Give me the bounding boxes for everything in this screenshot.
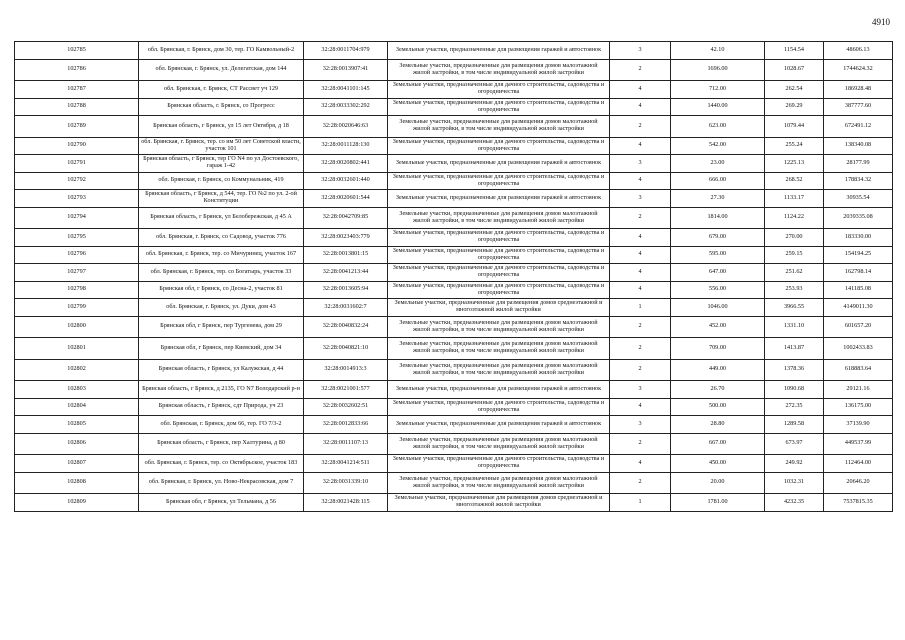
group-number-cell: 4 <box>610 229 671 247</box>
specific-value-cell: 253.93 <box>765 281 824 299</box>
address-cell: Брянская область, г Брянск, сдт Природа, уч 23 <box>139 398 304 416</box>
specific-value-cell: 255.24 <box>765 137 824 155</box>
area-cell: 709.00 <box>671 338 765 360</box>
area-cell: 1046.00 <box>671 299 765 317</box>
table-row <box>15 316 893 338</box>
land-use-purpose-cell: Земельные участки, предназначенные для дачного строительства, садоводства и огородничества <box>388 264 610 282</box>
cadastral-value-cell: 618883.64 <box>824 359 893 381</box>
cadastral-number-cell: 32:28:0013801:15 <box>304 246 388 264</box>
group-number-cell: 3 <box>610 416 671 434</box>
land-use-purpose-cell: Земельные участки, предназначенные для дачного строительства, садоводства и огородничества <box>388 281 610 299</box>
cadastral-value-cell: 186928.48 <box>824 81 893 99</box>
group-number-cell: 2 <box>610 472 671 494</box>
group-number-cell: 2 <box>610 116 671 138</box>
table-row <box>15 455 893 473</box>
land-use-purpose-cell: Земельные участки, предназначенные для дачного строительства, садоводства и огородничества <box>388 229 610 247</box>
address-cell: Брянская область, г Брянск, д 544, тер. ГО №2 по ул. 2-ой Конституции <box>139 190 304 208</box>
cadastral-number-cell: 32:28:0023403:779 <box>304 229 388 247</box>
row-id-cell: 102807 <box>15 455 139 473</box>
area-cell: 20.00 <box>671 472 765 494</box>
specific-value-cell: 1225.13 <box>765 155 824 173</box>
cadastral-number-cell: 32:28:0032602:51 <box>304 398 388 416</box>
table-row <box>15 172 893 190</box>
area-cell: 450.00 <box>671 455 765 473</box>
cadastral-number-cell: 32:28:0041101:145 <box>304 81 388 99</box>
address-cell: обл. Брянская, г. Брянск, со Коммунальник, 419 <box>139 172 304 190</box>
row-id-cell: 102806 <box>15 433 139 455</box>
row-id-cell: 102797 <box>15 264 139 282</box>
address-cell: Брянская область, г Брянск, д 2135, ГО N7 Володарский р-н <box>139 381 304 399</box>
land-use-purpose-cell: Земельные участки, предназначенные для размещения домов малоэтажной жилой застройки, в том числе индивидуальной жилой застройки <box>388 359 610 381</box>
row-id-cell: 102790 <box>15 137 139 155</box>
cadastral-number-cell: 32:28:0042709:85 <box>304 207 388 229</box>
table-row <box>15 281 893 299</box>
group-number-cell: 4 <box>610 81 671 99</box>
group-number-cell: 3 <box>610 190 671 208</box>
area-cell: 42.10 <box>671 42 765 60</box>
table-row <box>15 246 893 264</box>
cadastral-value-cell: 449537.99 <box>824 433 893 455</box>
area-cell: 1814.00 <box>671 207 765 229</box>
area-cell: 712.00 <box>671 81 765 99</box>
cadastral-number-cell: 32:28:0012833:66 <box>304 416 388 434</box>
land-use-purpose-cell: Земельные участки, предназначенные для размещения домов малоэтажной жилой застройки, в том числе индивидуальной жилой застройки <box>388 433 610 455</box>
address-cell: обл. Брянская, г. Брянск, СТ Рассвет уч 129 <box>139 81 304 99</box>
land-use-purpose-cell: Земельные участки, предназначенные для размещения домов малоэтажной жилой застройки, в том числе индивидуальной жилой застройки <box>388 316 610 338</box>
cadastral-number-cell: 32:28:0033302:292 <box>304 98 388 116</box>
cadastral-number-cell: 32:28:0041214:511 <box>304 455 388 473</box>
area-cell: 1440.00 <box>671 98 765 116</box>
cadastral-number-cell: 32:28:0013907:41 <box>304 59 388 81</box>
area-cell: 556.00 <box>671 281 765 299</box>
row-id-cell: 102801 <box>15 338 139 360</box>
table-row <box>15 229 893 247</box>
cadastral-value-cell: 601657.20 <box>824 316 893 338</box>
land-use-purpose-cell: Земельные участки, предназначенные для дачного строительства, садоводства и огородничества <box>388 246 610 264</box>
area-cell: 1781.00 <box>671 494 765 512</box>
cadastral-value-cell: 7537815.35 <box>824 494 893 512</box>
land-use-purpose-cell: Земельные участки, предназначенные для дачного строительства, садоводства и огородничества <box>388 398 610 416</box>
specific-value-cell: 1154.54 <box>765 42 824 60</box>
cadastral-value-cell: 136175.00 <box>824 398 893 416</box>
group-number-cell: 2 <box>610 59 671 81</box>
specific-value-cell: 1090.68 <box>765 381 824 399</box>
specific-value-cell: 1331.10 <box>765 316 824 338</box>
row-id-cell: 102793 <box>15 190 139 208</box>
cadastral-value-cell: 28177.99 <box>824 155 893 173</box>
cadastral-number-cell: 32:28:0014913:3 <box>304 359 388 381</box>
land-use-purpose-cell: Земельные участки, предназначенные для дачного строительства, садоводства и огородничества <box>388 81 610 99</box>
group-number-cell: 2 <box>610 207 671 229</box>
cadastral-number-cell: 32:28:0011704:979 <box>304 42 388 60</box>
group-number-cell: 1 <box>610 299 671 317</box>
cadastral-number-cell: 32:28:0040832:24 <box>304 316 388 338</box>
cadastral-value-cell: 37139.90 <box>824 416 893 434</box>
group-number-cell: 4 <box>610 264 671 282</box>
area-cell: 647.00 <box>671 264 765 282</box>
row-id-cell: 102808 <box>15 472 139 494</box>
cadastral-value-cell: 183330.00 <box>824 229 893 247</box>
land-use-purpose-cell: Земельные участки, предназначенные для размещения гаражей и автостоянок <box>388 155 610 173</box>
cadastral-number-cell: 32:28:0021428:115 <box>304 494 388 512</box>
cadastral-value-cell: 1002433.83 <box>824 338 893 360</box>
specific-value-cell: 3966.55 <box>765 299 824 317</box>
land-use-purpose-cell: Земельные участки, предназначенные для размещения домов малоэтажной жилой застройки, в том числе индивидуальной жилой застройки <box>388 59 610 81</box>
table-row <box>15 338 893 360</box>
specific-value-cell: 249.92 <box>765 455 824 473</box>
table-row <box>15 116 893 138</box>
land-use-purpose-cell: Земельные участки, предназначенные для размещения домов малоэтажной жилой застройки, в том числе индивидуальной жилой застройки <box>388 207 610 229</box>
cadastral-value-cell: 20646.20 <box>824 472 893 494</box>
land-use-purpose-cell: Земельные участки, предназначенные для размещения гаражей и автостоянок <box>388 381 610 399</box>
land-use-purpose-cell: Земельные участки, предназначенные для размещения домов малоэтажной жилой застройки, в том числе индивидуальной жилой застройки <box>388 472 610 494</box>
row-id-cell: 102804 <box>15 398 139 416</box>
specific-value-cell: 272.35 <box>765 398 824 416</box>
land-use-purpose-cell: Земельные участки, предназначенные для размещения гаражей и автостоянок <box>388 416 610 434</box>
table-row <box>15 494 893 512</box>
cadastral-number-cell: 32:28:0021001:577 <box>304 381 388 399</box>
area-cell: 26.70 <box>671 381 765 399</box>
table-row <box>15 264 893 282</box>
table-row <box>15 98 893 116</box>
table-row <box>15 299 893 317</box>
row-id-cell: 102803 <box>15 381 139 399</box>
group-number-cell: 4 <box>610 98 671 116</box>
address-cell: обл. Брянская, г. Брянск, ул. Делегатская, дом 144 <box>139 59 304 81</box>
specific-value-cell: 1028.67 <box>765 59 824 81</box>
specific-value-cell: 1032.31 <box>765 472 824 494</box>
cadastral-value-cell: 29121.16 <box>824 381 893 399</box>
specific-value-cell: 268.52 <box>765 172 824 190</box>
address-cell: Брянская область, г Брянск, тер ГО N4 по ул Достоевского, гараж 1-42 <box>139 155 304 173</box>
specific-value-cell: 270.00 <box>765 229 824 247</box>
row-id-cell: 102805 <box>15 416 139 434</box>
cadastral-value-cell: 2039335.08 <box>824 207 893 229</box>
row-id-cell: 102792 <box>15 172 139 190</box>
cadastral-number-cell: 32:28:0020802:441 <box>304 155 388 173</box>
cadastral-number-cell: 32:28:0020601:544 <box>304 190 388 208</box>
table-row <box>15 472 893 494</box>
address-cell: обл. Брянская, г. Брянск, со Садовод, участок 776 <box>139 229 304 247</box>
group-number-cell: 4 <box>610 246 671 264</box>
address-cell: обл. Брянская, г. Брянск, ул. Дуки, дом 43 <box>139 299 304 317</box>
table-row <box>15 190 893 208</box>
land-use-purpose-cell: Земельные участки, предназначенные для дачного строительства, садоводства и огородничества <box>388 172 610 190</box>
row-id-cell: 102798 <box>15 281 139 299</box>
row-id-cell: 102789 <box>15 116 139 138</box>
cadastral-value-cell: 154194.25 <box>824 246 893 264</box>
table-row <box>15 207 893 229</box>
specific-value-cell: 1378.36 <box>765 359 824 381</box>
area-cell: 452.00 <box>671 316 765 338</box>
table-row <box>15 81 893 99</box>
address-cell: Брянская область, г. Брянск, со Прогресс <box>139 98 304 116</box>
address-cell: Брянская обл, г Брянск, пер Тургенева, дом 29 <box>139 316 304 338</box>
cadastral-value-cell: 141185.08 <box>824 281 893 299</box>
cadastral-number-cell: 32:28:0013605:94 <box>304 281 388 299</box>
address-cell: Брянская область, г Брянск, ул Калужская, д 44 <box>139 359 304 381</box>
group-number-cell: 2 <box>610 316 671 338</box>
cadastral-value-cell: 178834.32 <box>824 172 893 190</box>
group-number-cell: 1 <box>610 494 671 512</box>
cadastral-value-table <box>14 41 893 512</box>
specific-value-cell: 1413.87 <box>765 338 824 360</box>
land-use-purpose-cell: Земельные участки, предназначенные для размещения домов малоэтажной жилой застройки, в том числе индивидуальной жилой застройки <box>388 338 610 360</box>
area-cell: 667.00 <box>671 433 765 455</box>
row-id-cell: 102800 <box>15 316 139 338</box>
area-cell: 27.30 <box>671 190 765 208</box>
row-id-cell: 102791 <box>15 155 139 173</box>
row-id-cell: 102787 <box>15 81 139 99</box>
group-number-cell: 2 <box>610 338 671 360</box>
specific-value-cell: 1079.44 <box>765 116 824 138</box>
land-use-purpose-cell: Земельные участки, предназначенные для дачного строительства, садоводства и огородничества <box>388 455 610 473</box>
specific-value-cell: 259.15 <box>765 246 824 264</box>
table-row <box>15 381 893 399</box>
cadastral-number-cell: 32:28:0031339:10 <box>304 472 388 494</box>
table-row <box>15 359 893 381</box>
row-id-cell: 102785 <box>15 42 139 60</box>
cadastral-number-cell: 32:28:0031602:7 <box>304 299 388 317</box>
row-id-cell: 102794 <box>15 207 139 229</box>
group-number-cell: 2 <box>610 359 671 381</box>
specific-value-cell: 251.62 <box>765 264 824 282</box>
land-use-purpose-cell: Земельные участки, предназначенные для размещения домов среднеэтажной и многоэтажной жилой застройки <box>388 299 610 317</box>
table-row <box>15 137 893 155</box>
land-use-purpose-cell: Земельные участки, предназначенные для размещения гаражей и автостоянок <box>388 190 610 208</box>
area-cell: 679.00 <box>671 229 765 247</box>
land-use-purpose-cell: Земельные участки, предназначенные для дачного строительства, садоводства и огородничества <box>388 137 610 155</box>
cadastral-number-cell: 32:28:0040821:10 <box>304 338 388 360</box>
cadastral-value-cell: 162798.14 <box>824 264 893 282</box>
address-cell: обл. Брянская, г. Брянск, дом 66, тер. ГО 7/3-2 <box>139 416 304 434</box>
land-use-purpose-cell: Земельные участки, предназначенные для размещения домов малоэтажной жилой застройки, в том числе индивидуальной жилой застройки <box>388 116 610 138</box>
table-row <box>15 433 893 455</box>
row-id-cell: 102796 <box>15 246 139 264</box>
specific-value-cell: 673.97 <box>765 433 824 455</box>
area-cell: 623.00 <box>671 116 765 138</box>
cadastral-number-cell: 32:28:0020646:63 <box>304 116 388 138</box>
address-cell: Брянская область, г Брянск, пер Халтурина, д 80 <box>139 433 304 455</box>
cadastral-number-cell: 32:28:0011107:13 <box>304 433 388 455</box>
cadastral-value-cell: 30935.54 <box>824 190 893 208</box>
address-cell: обл. Брянская, г. Брянск, тер. со Богатырь, участок 33 <box>139 264 304 282</box>
address-cell: обл. Брянская, г. Брянск, тер. со Октябрьское, участок 183 <box>139 455 304 473</box>
area-cell: 542.00 <box>671 137 765 155</box>
group-number-cell: 3 <box>610 155 671 173</box>
address-cell: Брянская обл, г Брянск, со Десна-2, участок 81 <box>139 281 304 299</box>
row-id-cell: 102799 <box>15 299 139 317</box>
table-row <box>15 398 893 416</box>
table-body <box>15 42 893 512</box>
row-id-cell: 102809 <box>15 494 139 512</box>
group-number-cell: 3 <box>610 381 671 399</box>
area-cell: 28.80 <box>671 416 765 434</box>
cadastral-number-cell: 32:28:0032601:440 <box>304 172 388 190</box>
address-cell: Брянская обл, г Брянск, пер Киевский, дом 34 <box>139 338 304 360</box>
row-id-cell: 102795 <box>15 229 139 247</box>
row-id-cell: 102786 <box>15 59 139 81</box>
table-row <box>15 416 893 434</box>
area-cell: 23.00 <box>671 155 765 173</box>
address-cell: обл. Брянская, г. Брянск, ул. Ново-Некрасовская, дом 7 <box>139 472 304 494</box>
address-cell: обл. Брянская, г. Брянск, тер. со Мичуринец, участок 167 <box>139 246 304 264</box>
table-row <box>15 42 893 60</box>
land-use-purpose-cell: Земельные участки, предназначенные для размещения домов среднеэтажной и многоэтажной жилой застройки <box>388 494 610 512</box>
group-number-cell: 2 <box>610 433 671 455</box>
land-use-purpose-cell: Земельные участки, предназначенные для размещения гаражей и автостоянок <box>388 42 610 60</box>
specific-value-cell: 1289.58 <box>765 416 824 434</box>
specific-value-cell: 1124.22 <box>765 207 824 229</box>
specific-value-cell: 269.29 <box>765 98 824 116</box>
address-cell: Брянская область, г Брянск, ул Белобережская, д 45 А <box>139 207 304 229</box>
cadastral-value-cell: 1744624.32 <box>824 59 893 81</box>
area-cell: 1696.00 <box>671 59 765 81</box>
cadastral-value-cell: 672491.12 <box>824 116 893 138</box>
area-cell: 449.00 <box>671 359 765 381</box>
address-cell: Брянская обл, г Брянск, ул Тельмана, д 56 <box>139 494 304 512</box>
group-number-cell: 3 <box>610 42 671 60</box>
cadastral-number-cell: 32:28:0041213:44 <box>304 264 388 282</box>
area-cell: 500.00 <box>671 398 765 416</box>
address-cell: Брянская область, г Брянск, ул 15 лет Октября, д 18 <box>139 116 304 138</box>
group-number-cell: 4 <box>610 137 671 155</box>
area-cell: 595.00 <box>671 246 765 264</box>
page-number: 4910 <box>872 17 890 27</box>
land-use-purpose-cell: Земельные участки, предназначенные для дачного строительства, садоводства и огородничества <box>388 98 610 116</box>
specific-value-cell: 4232.35 <box>765 494 824 512</box>
specific-value-cell: 1133.17 <box>765 190 824 208</box>
cadastral-number-cell: 32:28:0011128:130 <box>304 137 388 155</box>
cadastral-value-cell: 387777.60 <box>824 98 893 116</box>
table-row <box>15 155 893 173</box>
address-cell: обл. Брянская, г. Брянск, дом 30, тер. ГО Камвольный-2 <box>139 42 304 60</box>
group-number-cell: 4 <box>610 281 671 299</box>
table-row <box>15 59 893 81</box>
group-number-cell: 4 <box>610 455 671 473</box>
group-number-cell: 4 <box>610 172 671 190</box>
area-cell: 666.00 <box>671 172 765 190</box>
address-cell: обл. Брянская, г. Брянск, тер. со им 50 лет Советской власти, участок 101 <box>139 137 304 155</box>
row-id-cell: 102788 <box>15 98 139 116</box>
group-number-cell: 4 <box>610 398 671 416</box>
cadastral-value-cell: 112464.00 <box>824 455 893 473</box>
cadastral-value-cell: 48606.13 <box>824 42 893 60</box>
cadastral-value-cell: 4149011.30 <box>824 299 893 317</box>
specific-value-cell: 262.54 <box>765 81 824 99</box>
row-id-cell: 102802 <box>15 359 139 381</box>
cadastral-value-cell: 138340.08 <box>824 137 893 155</box>
